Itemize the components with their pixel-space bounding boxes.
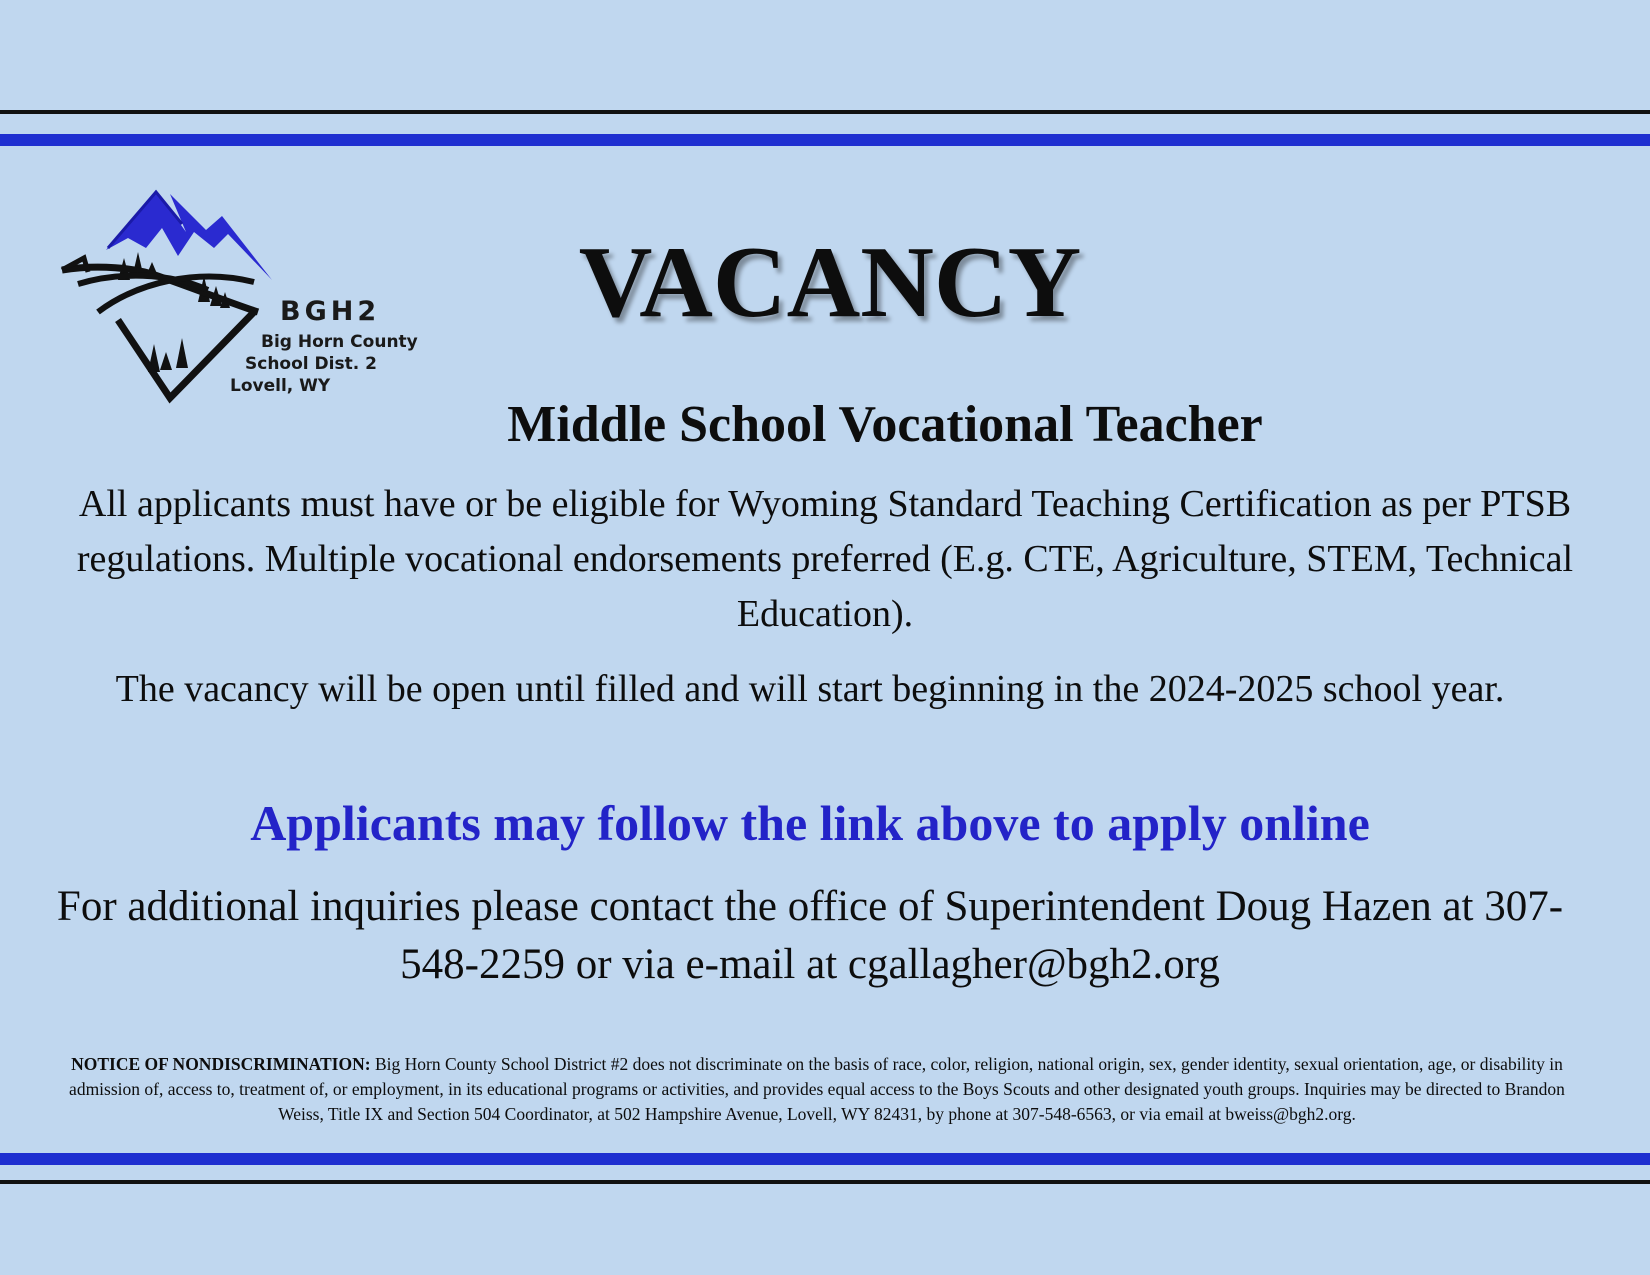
position-title: Middle School Vocational Teacher bbox=[507, 396, 1263, 453]
notice-text: Big Horn County School District #2 does not discriminate on the basis of race, color, religion, national origin, sex, gender identity, sexual orientation, age, or disability in admission of, access to, treatment of, or employment, in its educational programs or activities, and provides equal access to the Boys Scouts and other designated youth groups. Inquiries may be directed to Brandon Weiss, Title IX and Section 504 Coordinator, at 502 Hampshire Avenue, Lovell, WY 82431, by phone at 307-548-6563, or via email at bweiss@bgh2.org. bbox=[69, 1054, 1565, 1124]
logo-line-county: Big Horn County bbox=[261, 332, 418, 352]
notice-label: NOTICE OF NONDISCRIMINATION: bbox=[71, 1054, 371, 1074]
district-logo bbox=[58, 172, 458, 422]
top-black-rule bbox=[0, 110, 1650, 114]
logo-line-district: School Dist. 2 bbox=[245, 354, 377, 374]
start-date-paragraph: The vacancy will be open until filled and will start beginning in the 2024-2025 school year. bbox=[115, 668, 1505, 710]
nondiscrimination-notice bbox=[62, 1052, 1572, 1127]
page-title: VACANCY bbox=[578, 226, 1082, 339]
top-blue-rule bbox=[0, 134, 1650, 146]
contact-paragraph: For additional inquiries please contact the office of Superintendent Doug Hazen at 307-548-2259 or via e-mail at cgallagher@bgh2.org bbox=[56, 883, 1564, 988]
logo-abbreviation: BGH2 bbox=[280, 296, 381, 327]
requirements-paragraph: All applicants must have or be eligible for Wyoming Standard Teaching Certification as per PTSB regulations. Multiple vocational endorsements preferred (E.g. CTE, Agriculture, STEM, Technical Education). bbox=[76, 483, 1574, 635]
apply-online-text: Applicants may follow the link above to apply online bbox=[250, 795, 1370, 851]
bottom-black-rule bbox=[0, 1180, 1650, 1184]
bottom-blue-rule bbox=[0, 1153, 1650, 1165]
logo-line-city: Lovell, WY bbox=[230, 376, 331, 396]
